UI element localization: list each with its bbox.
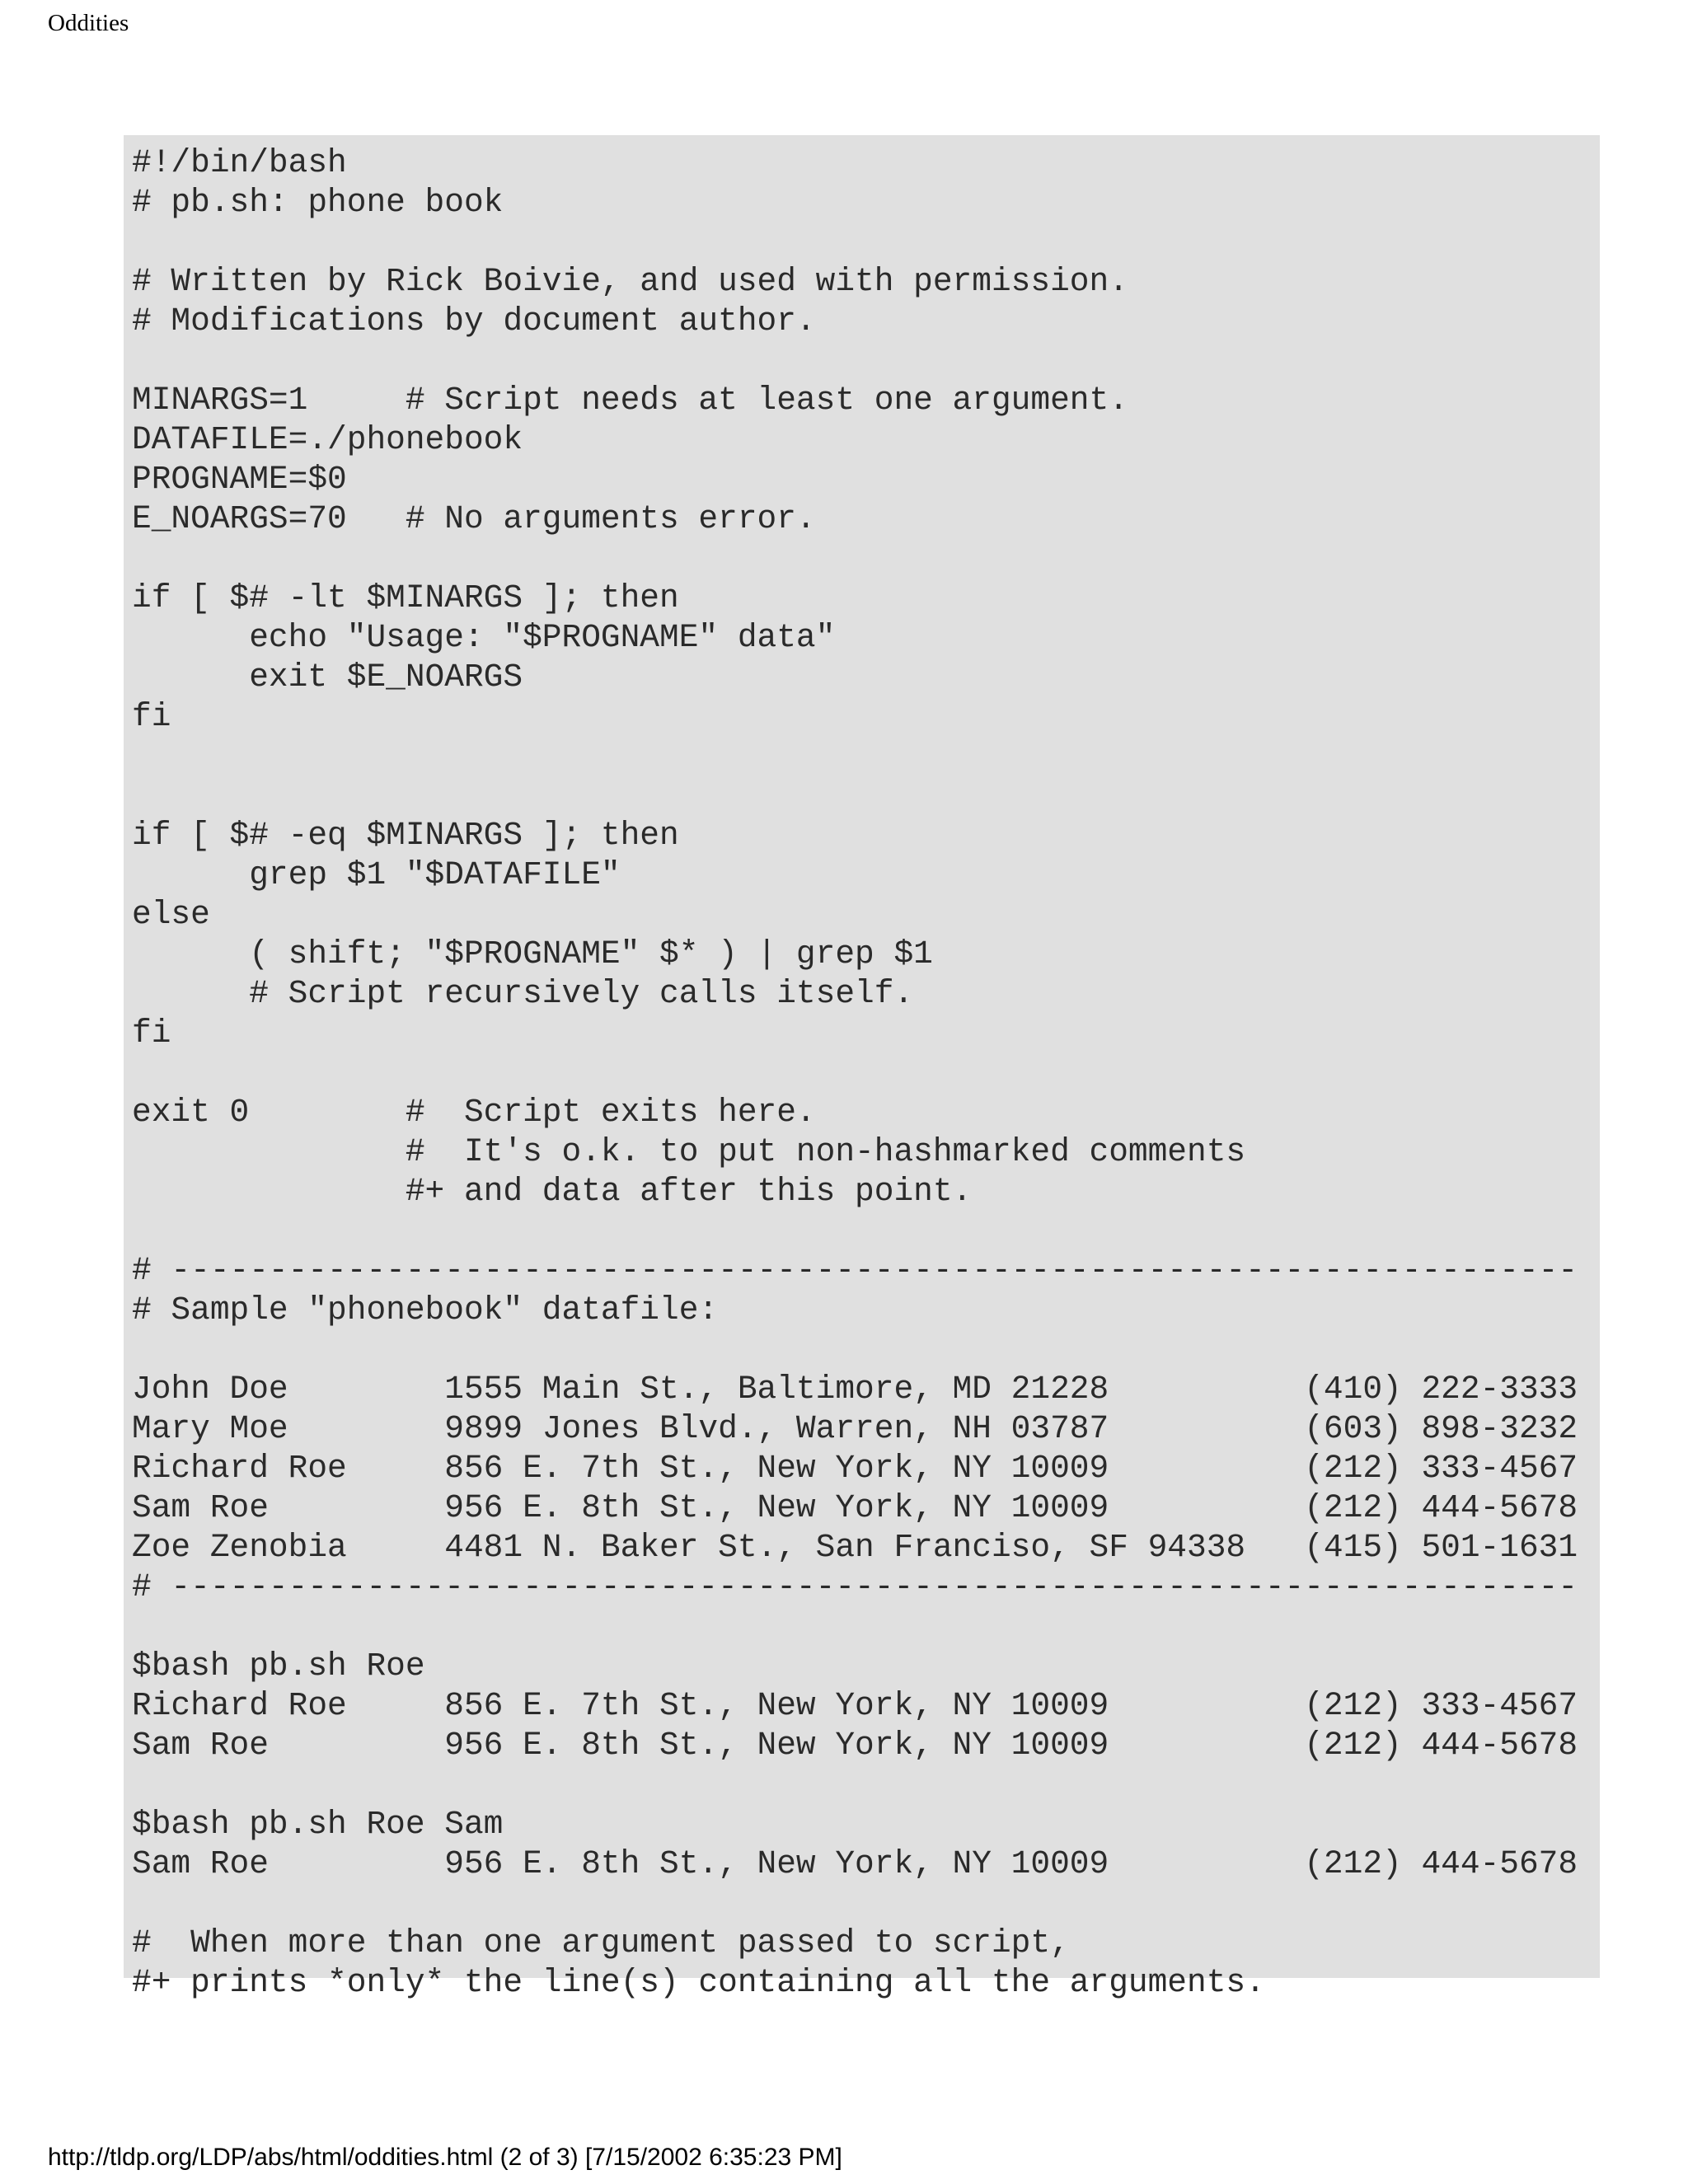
code-line: exit $E_NOARGS: [132, 658, 523, 696]
code-line: DATAFILE=./phonebook: [132, 421, 523, 458]
code-line: # pb.sh: phone book: [132, 184, 504, 221]
code-line: fi: [132, 698, 171, 735]
code-line: [132, 1607, 1600, 1647]
code-line: [132, 1884, 1600, 1924]
code-line: #!/bin/bash: [132, 144, 347, 181]
page-header: Oddities: [48, 10, 129, 36]
code-line: [132, 223, 1600, 262]
code-line: ( shift; "$PROGNAME" $* ) | grep $1: [132, 935, 933, 972]
code-line: [132, 1765, 1600, 1805]
code-line: #+ prints *only* the line(s) containing all the arguments.: [132, 1964, 1265, 2001]
code-line: [132, 1212, 1600, 1251]
code-line: # When more than one argument passed to script,: [132, 1924, 1070, 1961]
code-line: Richard Roe 856 E. 7th St., New York, NY 10009 (212) 333-4567: [132, 1687, 1578, 1724]
page-footer-url: http://tldp.org/LDP/abs/html/oddities.html (2 of 3) [7/15/2002 6:35:23 PM]: [48, 2144, 842, 2171]
code-line: PROGNAME=$0: [132, 461, 347, 498]
code-line: else: [132, 896, 210, 933]
code-line: # Sample "phonebook" datafile:: [132, 1291, 719, 1329]
code-line: Richard Roe 856 E. 7th St., New York, NY 10009 (212) 333-4567: [132, 1450, 1578, 1487]
code-line: exit 0 # Script exits here.: [132, 1094, 816, 1131]
code-line: echo "Usage: "$PROGNAME" data": [132, 619, 836, 656]
code-line: # Modifications by document author.: [132, 302, 816, 340]
code-listing: [124, 135, 1600, 2001]
code-line: [132, 737, 1600, 776]
code-line: # Script recursively calls itself.: [132, 975, 914, 1012]
code-line: #+ and data after this point.: [132, 1173, 973, 1210]
code-line: [132, 1330, 1600, 1370]
code-line: Sam Roe 956 E. 8th St., New York, NY 10009 (212) 444-5678: [132, 1727, 1578, 1764]
code-line: Mary Moe 9899 Jones Blvd., Warren, NH 03787 (603) 898-3232: [132, 1410, 1578, 1447]
code-line: if [ $# -eq $MINARGS ]; then: [132, 817, 679, 854]
code-line: if [ $# -lt $MINARGS ]; then: [132, 579, 679, 616]
code-line: fi: [132, 1015, 171, 1052]
code-line: $bash pb.sh Roe: [132, 1647, 425, 1685]
code-line: # ------------------------------------------------------------------------: [132, 1568, 1578, 1605]
code-line: # Written by Rick Boivie, and used with permission.: [132, 263, 1128, 300]
code-line: Sam Roe 956 E. 8th St., New York, NY 10009 (212) 444-5678: [132, 1845, 1578, 1882]
code-line: John Doe 1555 Main St., Baltimore, MD 21228 (410) 222-3333: [132, 1371, 1578, 1408]
code-line: [132, 1053, 1600, 1093]
code-line: [132, 539, 1600, 579]
code-line: [132, 776, 1600, 816]
code-line: E_NOARGS=70 # No arguments error.: [132, 500, 816, 537]
code-line: # ------------------------------------------------------------------------: [132, 1252, 1578, 1289]
code-line: $bash pb.sh Roe Sam: [132, 1806, 504, 1843]
code-line: [132, 341, 1600, 381]
code-line: MINARGS=1 # Script needs at least one argument.: [132, 382, 1128, 419]
code-line: Sam Roe 956 E. 8th St., New York, NY 10009 (212) 444-5678: [132, 1489, 1578, 1526]
code-line: # It's o.k. to put non-hashmarked comments: [132, 1133, 1246, 1170]
code-line: Zoe Zenobia 4481 N. Baker St., San Franciso, SF 94338 (415) 501-1631: [132, 1529, 1578, 1566]
code-line: grep $1 "$DATAFILE": [132, 856, 621, 893]
